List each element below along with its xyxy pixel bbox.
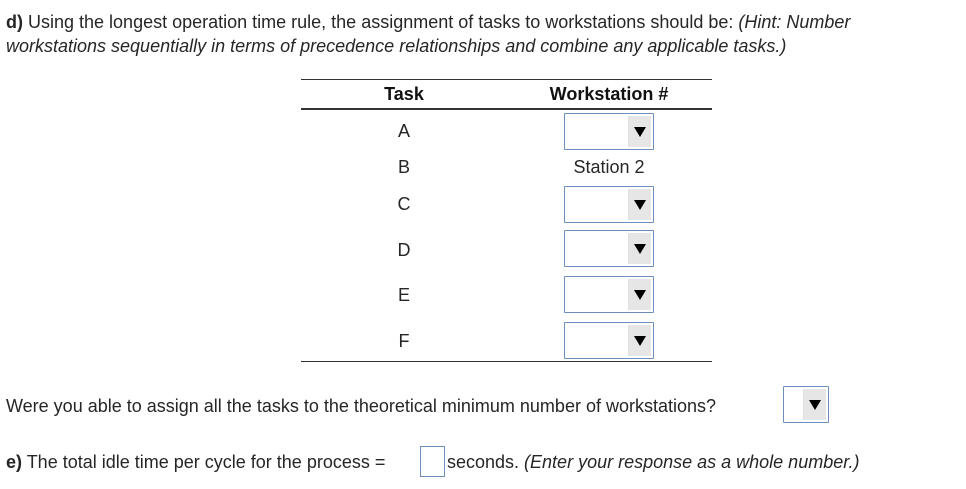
task-cell-d: D — [397, 240, 411, 260]
table-header-rule — [301, 108, 712, 110]
task-cell-e: E — [397, 285, 410, 305]
task-cell-c: C — [397, 194, 411, 214]
task-cell-a: A — [397, 121, 410, 141]
header-workstation: Workstation # — [549, 84, 669, 104]
question-e — [6, 452, 385, 473]
part-d-hint-line2: workstations sequentially in terms of precedence relationships and combine any applicable tasks.) — [6, 36, 787, 56]
task-cell-f: F — [398, 331, 410, 351]
part-e-instruction: (Enter your response as a whole number.) — [524, 452, 860, 472]
workstation-value-b: Station 2 — [573, 157, 645, 177]
workstation-select-d[interactable] — [564, 230, 654, 267]
part-e-text-after: seconds. — [447, 452, 525, 472]
part-e-text-before: The total idle time per cycle for the process = — [22, 452, 386, 472]
workstation-select-a[interactable] — [564, 113, 654, 150]
table-top-rule — [301, 79, 712, 80]
workstation-select-c[interactable] — [564, 186, 654, 223]
task-cell-b: B — [397, 157, 410, 177]
question-min-text: Were you able to assign all the tasks to the theoretical minimum number of workstations? — [6, 396, 717, 416]
workstation-select-f[interactable] — [564, 322, 654, 359]
question-d — [6, 10, 956, 58]
min-workstations-select[interactable] — [783, 386, 829, 423]
header-task: Task — [384, 84, 424, 104]
dropdown-arrow-icon[interactable] — [628, 189, 651, 220]
part-e-label: e) — [6, 452, 23, 472]
part-d-hint-line1: (Hint: Number — [738, 12, 851, 32]
dropdown-arrow-icon[interactable] — [628, 279, 651, 310]
question-min-workstations — [6, 396, 716, 417]
dropdown-arrow-icon[interactable] — [628, 233, 651, 264]
workstation-select-e[interactable] — [564, 276, 654, 313]
part-d-label: d) — [6, 12, 23, 32]
question-e-tail — [447, 452, 860, 473]
part-d-text: Using the longest operation time rule, the assignment of tasks to workstations should be: — [23, 12, 739, 32]
table-bottom-rule — [301, 361, 712, 362]
dropdown-arrow-icon[interactable] — [628, 325, 651, 356]
idle-time-input[interactable] — [420, 446, 445, 477]
dropdown-arrow-icon[interactable] — [803, 389, 826, 420]
dropdown-arrow-icon[interactable] — [628, 116, 651, 147]
